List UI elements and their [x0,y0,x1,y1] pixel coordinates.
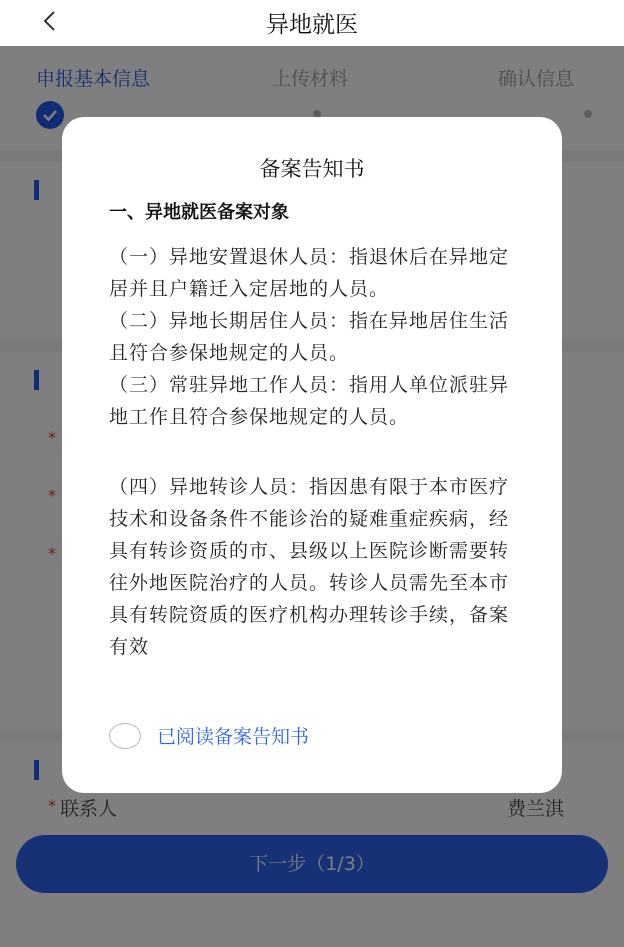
notice-paragraph: （一）异地安置退休人员：指退休后在异地定居并且户籍迁入定居地的人员。 [109,246,510,300]
header-bar [0,0,624,46]
notice-heading: 一、异地就医备案对象 [109,202,289,223]
page-title: 异地就医 [266,12,358,38]
paragraph-spacer [109,433,521,471]
read-confirm-label[interactable]: 已阅读备案告知书 [157,726,310,748]
read-confirm-row[interactable] [109,721,409,751]
notice-content[interactable] [109,199,521,699]
notice-paragraph: （二）异地长期居住人员：指在异地居住生活且符合参保地规定的人员。 [109,310,510,364]
dialog-title: 备案告知书 [259,157,365,181]
notice-paragraph: （三）常驻异地工作人员：指用人单位派驻异地工作且符合参保地规定的人员。 [109,374,510,428]
read-confirm-radio[interactable] [109,723,141,749]
notice-paragraph: （四）异地转诊人员：指因患有限于本市医疗技术和设备条件不能诊治的疑难重症疾病，经具有转诊资质的市、县级以上医院诊断需要转往外地医院治疗的人员。转诊人员需先至本市具有转院资质的医疗机构办理转诊手续，备案有效 [109,476,510,658]
filing-notice-dialog [62,117,562,793]
